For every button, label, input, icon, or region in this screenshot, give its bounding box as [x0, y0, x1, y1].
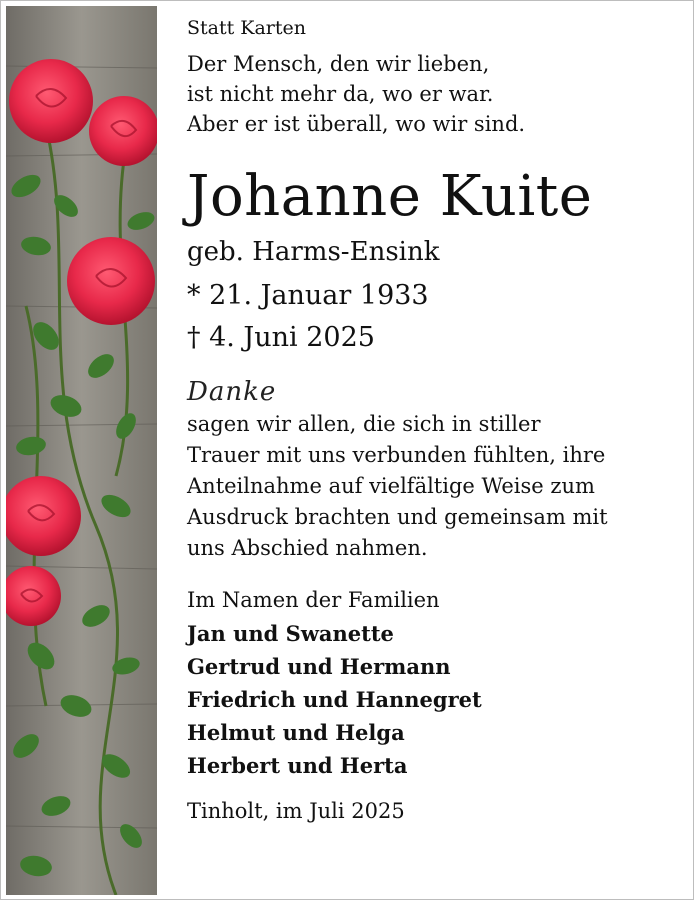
motto-line: Aber er ist überall, wo wir sind.	[187, 112, 526, 136]
rose-illustration	[6, 6, 157, 895]
text-column	[187, 15, 682, 826]
thanks-line: uns Abschied nahmen.	[187, 536, 428, 560]
thanks-line: Ausdruck brachten und gemeinsam mit	[187, 505, 608, 529]
statt-karten-label: Statt Karten	[187, 17, 307, 39]
birth-name: geb. Harms-Ensink	[187, 237, 440, 267]
danke-script: Danke	[187, 377, 277, 407]
motto-line: Der Mensch, den wir lieben,	[187, 52, 490, 76]
family-member: Gertrud und Hermann	[187, 654, 451, 679]
family-intro: Im Namen der Familien	[187, 588, 440, 612]
thanks-line: Anteilnahme auf vielfältige Weise zum	[187, 474, 595, 498]
birth-date: * 21. Januar 1933	[187, 280, 429, 311]
family-member: Herbert und Herta	[187, 753, 408, 778]
motto	[187, 49, 682, 139]
family-member: Jan und Swanette	[187, 621, 394, 646]
rose-photo	[6, 6, 157, 895]
deceased-name: Johanne Kuite	[187, 164, 593, 229]
death-date: † 4. Juni 2025	[187, 322, 375, 353]
thanks-line: Trauer mit uns verbunden fühlten, ihre	[187, 443, 606, 467]
place-date: Tinholt, im Juli 2025	[187, 799, 405, 823]
family-signature	[187, 584, 682, 782]
family-member: Friedrich und Hannegret	[187, 687, 482, 712]
thanks-text	[187, 409, 682, 564]
thanks-line: sagen wir allen, die sich in stiller	[187, 412, 541, 436]
motto-line: ist nicht mehr da, wo er war.	[187, 82, 494, 106]
family-member: Helmut und Helga	[187, 720, 405, 745]
life-dates	[187, 275, 682, 359]
